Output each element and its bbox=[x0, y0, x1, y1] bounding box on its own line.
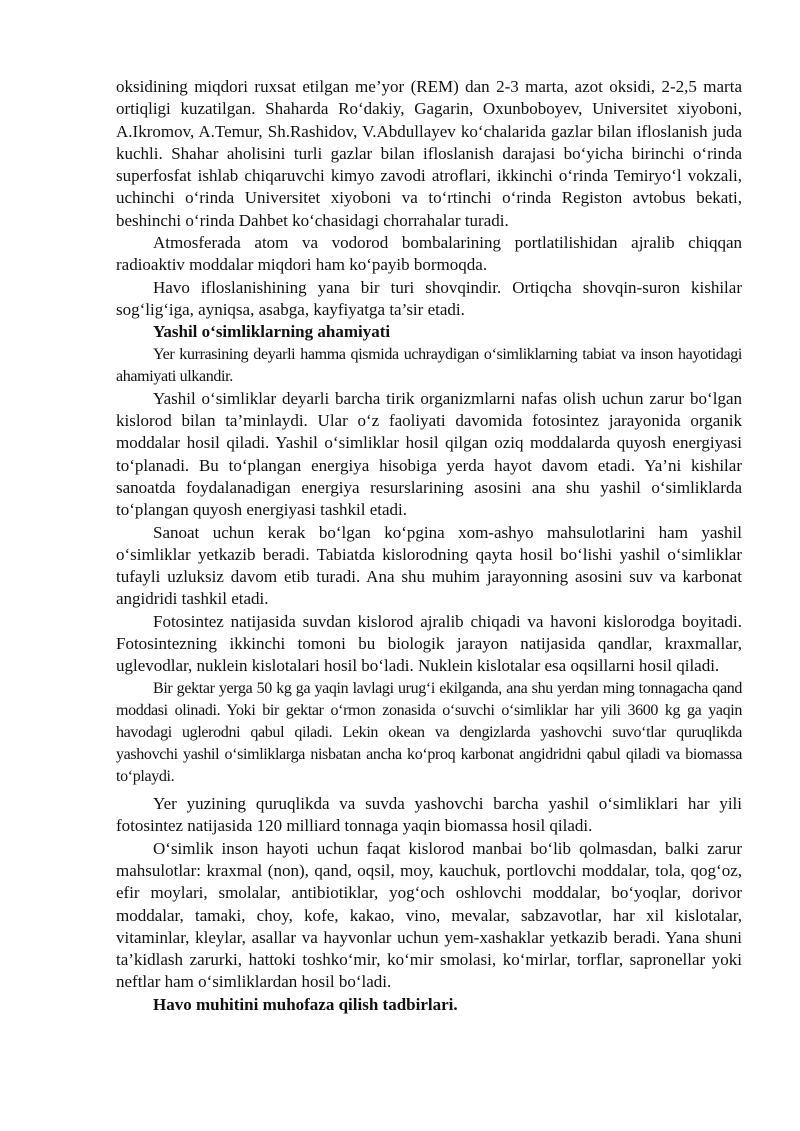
paragraph: Yer kurrasining deyarli hamma qismida uchraydigan o‘simliklarning tabiat va inson hayotidagi ahamiyati ulkandir. bbox=[116, 345, 742, 385]
section-heading: Havo muhitini muhofaza qilish tadbirlari. bbox=[153, 994, 458, 1014]
paragraph: Havo ifloslanishining yana bir turi shovqindir. Ortiqcha shovqin-suron kishilar sog‘lig‘iga, ayniqsa, asabga, kayfiyatga ta’sir etadi. bbox=[116, 277, 742, 319]
paragraph: Fotosintez natijasida suvdan kislorod ajralib chiqadi va havoni kislorodga boyitadi. Fotosintezning ikkinchi tomoni bu biologik jarayon natijasida qandlar, kraxmallar, uglevodlar, nuklein kislotalari hosil bo‘ladi. Nuklein kislotalar esa oqsillarni hosil qiladi. bbox=[116, 611, 742, 676]
paragraph: oksidining miqdori ruxsat etilgan me’yor (REM) dan 2-3 marta, azot oksidi, 2-2,5 marta ortiqligi kuzatilgan. Shaharda Ro‘dakiy, Gagarin, Oxunboboyev, Universitet xiyoboni, A.Ikromov, A.Temur, Sh.Rashidov, V.Abdullayev ko‘chalarida gazlar bilan ifloslanish juda kuchli. Shahar aholisini turli gazlar bilan ifloslanish darajasi bo‘yicha birinchi o‘rinda superfosfat ishlab chiqaruvchi kimyo zavodi atroflari, ikkinchi o‘rinda Temiryo‘l vokzali, uchinchi o‘rinda Universitet xiyoboni va to‘rtinchi o‘rinda Registon avtobus bekati, beshinchi o‘rinda Dahbet ko‘chasidagi chorrahalar turadi. bbox=[116, 77, 742, 230]
paragraph: Yer yuzining quruqlikda va suvda yashovchi barcha yashil o‘simliklari har yili fotosintez natijasida 120 milliard tonnaga yaqin biomassa hosil qiladi. bbox=[116, 794, 742, 836]
paragraph: Sanoat uchun kerak bo‘lgan ko‘pgina xom-ashyo mahsulotlarini ham yashil o‘simliklar yetkazib beradi. Tabiatda kislorodning qayta hosil bo‘lishi yashil o‘simliklar tufayli uzluksiz davom etib turadi. Ana shu muhim jarayonning asosini suv va karbonat angidridi tashkil etadi. bbox=[116, 522, 742, 609]
paragraph: Yashil o‘simliklar deyarli barcha tirik organizmlarni nafas olish uchun zarur bo‘lgan kislorod bilan ta’minlaydi. Ular o‘z faoliyati davomida fotosintez jarayonida organik moddalar hosil qiladi. Yashil o‘simliklar hosil qilgan oziq moddalarda quyosh energiyasi to‘planadi. Bu to‘plangan energiya hisobiga yerda hayot davom etadi. Ya’ni kishilar sanoatda foydalanadigan energiya resurslarining asosini ana shu yashil o‘simliklarda to‘plangan quyosh energiyasi tashkil etadi. bbox=[116, 388, 742, 520]
section-heading: Yashil o‘simliklarning ahamiyati bbox=[153, 322, 391, 342]
paragraph: Bir gektar yerga 50 kg ga yaqin lavlagi urug‘i ekilganda, ana shu yerdan ming tonnagacha qand moddasi olinadi. Yoki bir gektar o‘rmon zonasida o‘suvchi o‘simliklar har yili 3600 kg ga yaqin havodagi uglerodni qabul qiladi. Lekin okean va dengizlarda yashovchi suvo‘tlar quruqlikda yashovchi yashil o‘simliklarga nisbatan ancha ko‘proq karbonat angidridni qabul qiladi va biomassa to‘playdi. bbox=[116, 679, 742, 785]
paragraph: O‘simlik inson hayoti uchun faqat kislorod manbai bo‘lib qolmasdan, balki zarur mahsulotlar: kraxmal (non), qand, oqsil, moy, kauchuk, portlovchi moddalar, tola, qog‘oz, efir moylari, smolalar, antibiotiklar, yog‘och oshlovchi moddalar, bo‘yoqlar, dorivor moddalar, tamaki, choy, kofe, kakao, vino, mevalar, sabzavotlar, har xil kislotalar, vitaminlar, kleylar, asallar va hayvonlar uchun yem-xashaklar yetkazib beradi. Yana shuni ta’kidlash zarurki, hattoki toshko‘mir, ko‘mir smolasi, ko‘mirlar, torflar, sapronellar yoki neftlar ham o‘simliklardan hosil bo‘ladi. bbox=[116, 838, 742, 992]
document-page bbox=[116, 76, 742, 1016]
paragraph: Atmosferada atom va vodorod bombalarining portlatilishidan ajralib chiqqan radioaktiv moddalar miqdori ham ko‘payib bormoqda. bbox=[116, 233, 742, 275]
